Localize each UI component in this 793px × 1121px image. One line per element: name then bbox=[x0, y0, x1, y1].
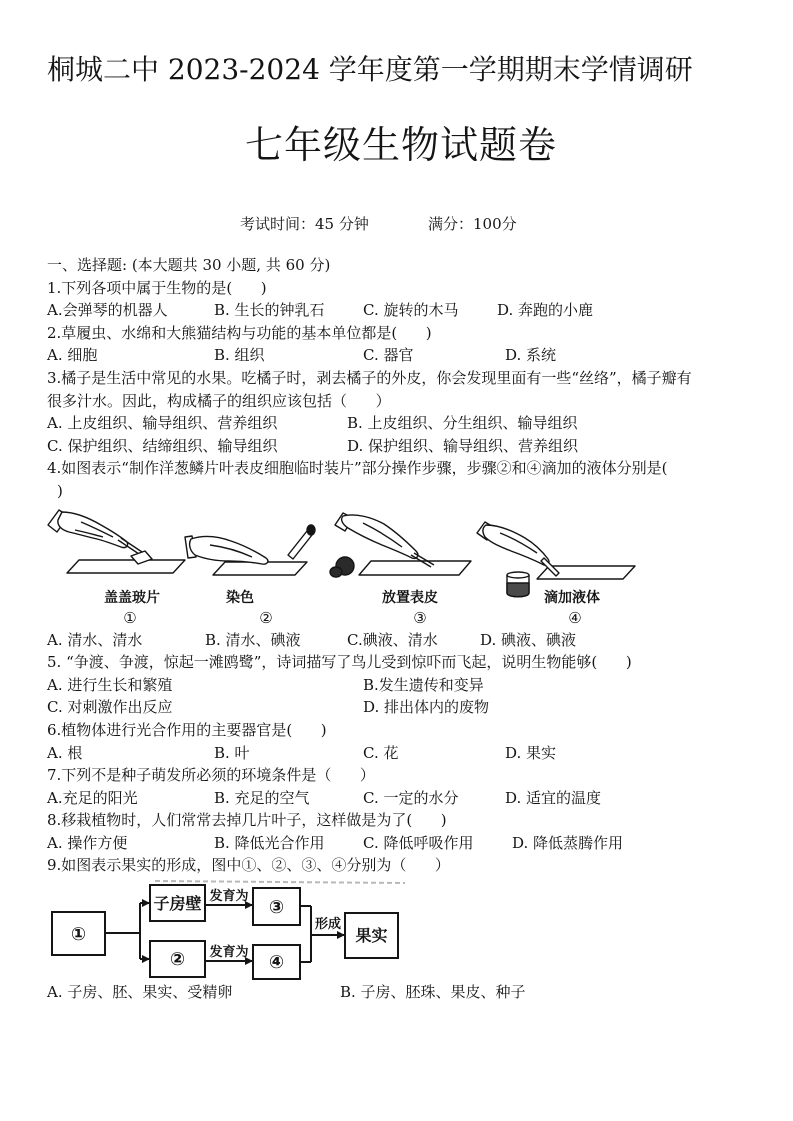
option-b: B. 清水、碘液 bbox=[205, 630, 301, 649]
options-row bbox=[47, 787, 767, 810]
option-a: A. 上皮组织、输导组织、营养组织 bbox=[47, 414, 278, 433]
question-4 bbox=[47, 457, 767, 651]
option-c: C. 对刺激作出反应 bbox=[47, 698, 173, 717]
step-2-illustration bbox=[185, 525, 315, 575]
option-a: A. 清水、清水 bbox=[47, 630, 143, 649]
glass-slide bbox=[67, 560, 185, 573]
onion-piece bbox=[330, 567, 342, 577]
step-4-illustration bbox=[477, 522, 635, 597]
step-label: 盖盖玻片 bbox=[104, 589, 160, 606]
option-d: D. 保护组织、输导组织、营养组织 bbox=[347, 436, 579, 455]
options-row bbox=[47, 696, 767, 719]
scan-artifact-line bbox=[155, 881, 405, 883]
onion-slide-steps-figure bbox=[45, 503, 637, 629]
exam-time: 考试时间：45 分钟 bbox=[240, 215, 369, 233]
question-7 bbox=[47, 764, 767, 809]
option-c: C. 保护组织、结缔组织、输导组织 bbox=[47, 436, 278, 455]
options-row bbox=[47, 981, 767, 1004]
question-1 bbox=[47, 277, 767, 322]
options-row bbox=[47, 412, 767, 435]
option-c: C. 花 bbox=[363, 743, 399, 762]
question-stem: 很多汁水。因此，构成橘子的组织应该包括（ ） bbox=[47, 391, 391, 410]
option-a: A. 根 bbox=[47, 743, 83, 762]
question-5 bbox=[47, 651, 767, 719]
hand bbox=[342, 515, 418, 558]
option-a: A. 进行生长和繁殖 bbox=[47, 675, 173, 694]
step-label: 染色 bbox=[226, 589, 254, 606]
school-title: 桐城二中 2023-2024 学年度第一学期期末学情调研 bbox=[47, 53, 693, 86]
options-row bbox=[47, 344, 767, 367]
beaker-rim bbox=[507, 572, 529, 578]
step-number: ① bbox=[123, 608, 137, 627]
beaker-liquid bbox=[507, 583, 529, 597]
step-1-illustration bbox=[48, 510, 185, 573]
option-b: B. 组织 bbox=[214, 346, 265, 365]
question-list bbox=[47, 254, 767, 1004]
question-stem: 1.下列各项中属于生物的是( ) bbox=[47, 278, 267, 297]
option-a: A. 细胞 bbox=[47, 346, 98, 365]
option-c: C. 降低呼吸作用 bbox=[363, 833, 474, 852]
step-number: ② bbox=[259, 608, 273, 627]
hand bbox=[190, 536, 268, 564]
question-stem: 4.如图表示“制作洋葱鳞片叶表皮细胞临时装片”部分操作步骤，步骤②和④滴加的液体分别是( bbox=[47, 459, 668, 478]
step-3-illustration bbox=[330, 513, 471, 577]
option-b: B. 生长的钟乳石 bbox=[214, 301, 325, 320]
options-row bbox=[47, 674, 767, 697]
option-a: A.会弹琴的机器人 bbox=[47, 301, 168, 320]
glass-slide bbox=[359, 561, 471, 575]
option-a: A. 操作方便 bbox=[47, 833, 128, 852]
arrow-label: 发育为 bbox=[209, 945, 249, 961]
option-d: D. 适宜的温度 bbox=[505, 788, 602, 807]
option-d: D. 排出体内的废物 bbox=[363, 698, 490, 717]
dropper bbox=[288, 531, 312, 559]
step-number: ④ bbox=[568, 608, 582, 627]
option-c: C. 一定的水分 bbox=[363, 788, 459, 807]
question-8 bbox=[47, 809, 767, 854]
option-d: D. 奔跑的小鹿 bbox=[497, 301, 594, 320]
options-row bbox=[47, 742, 767, 765]
section-title: 一、选择题: (本大题共 30 小题, 共 60 分) bbox=[47, 256, 331, 274]
dropper-bulb bbox=[307, 525, 315, 535]
question-2 bbox=[47, 322, 767, 367]
question-3 bbox=[47, 367, 767, 457]
step-label: 滴加液体 bbox=[544, 589, 600, 606]
flow-box-2-label: ② bbox=[169, 949, 186, 971]
question-stem: 8.移栽植物时，人们常常去掉几片叶子，这样做是为了( ) bbox=[47, 811, 447, 830]
ovary-wall-label: 子房壁 bbox=[153, 894, 202, 914]
option-a: A.充足的阳光 bbox=[47, 788, 138, 807]
options-row bbox=[47, 435, 767, 458]
option-c: C. 旋转的木马 bbox=[363, 301, 459, 320]
option-c: C.碘液、清水 bbox=[347, 630, 438, 649]
options-row bbox=[47, 299, 767, 322]
fruit-formation-flowchart bbox=[45, 877, 415, 981]
paper-title: 七年级生物试题卷 bbox=[245, 123, 558, 167]
option-a: A. 子房、胚、果实、受精卵 bbox=[47, 983, 233, 1002]
question-6 bbox=[47, 719, 767, 764]
options-row bbox=[47, 629, 767, 652]
option-d: D. 碘液、碘液 bbox=[480, 630, 577, 649]
step-number: ③ bbox=[413, 608, 427, 627]
option-b: B. 上皮组织、分生组织、输导组织 bbox=[347, 414, 578, 433]
question-stem: 6.植物体进行光合作用的主要器官是( ) bbox=[47, 720, 327, 739]
options-row bbox=[47, 832, 767, 855]
option-d: D. 降低蒸腾作用 bbox=[512, 833, 624, 852]
question-stem: 9.如图表示果实的形成，图中①、②、③、④分别为（ ） bbox=[47, 856, 450, 875]
flow-connector bbox=[300, 906, 311, 962]
flow-connector bbox=[105, 903, 140, 959]
question-stem: 2.草履虫、水绵和大熊猫结构与功能的基本单位都是( ) bbox=[47, 323, 432, 342]
hand bbox=[483, 525, 549, 565]
question-stem: 3.橘子是生活中常见的水果。吃橘子时，剥去橘子的外皮，你会发现里面有一些“丝络”，橘子瓣有 bbox=[47, 368, 692, 387]
flow-box-3-label: ③ bbox=[268, 897, 285, 919]
hand bbox=[58, 512, 128, 548]
step-label: 放置表皮 bbox=[382, 589, 438, 606]
option-d: D. 系统 bbox=[505, 346, 557, 365]
question-9 bbox=[47, 854, 767, 1003]
question-stem: ) bbox=[57, 481, 63, 500]
option-b: B. 子房、胚珠、果皮、种子 bbox=[340, 983, 526, 1002]
option-c: C. 器官 bbox=[363, 346, 414, 365]
option-b: B. 降低光合作用 bbox=[214, 833, 325, 852]
arrow-label: 发育为 bbox=[209, 889, 249, 905]
question-stem: 5. “争渡、争渡，惊起一滩鸥鹭”，诗词描写了鸟儿受到惊吓而飞起，说明生物能够( ) bbox=[47, 653, 632, 672]
option-b: B.发生遗传和变异 bbox=[363, 675, 484, 694]
flow-box-4-label: ④ bbox=[268, 952, 285, 974]
option-d: D. 果实 bbox=[505, 743, 557, 762]
arrow-label: 形成 bbox=[314, 917, 342, 933]
option-b: B. 充足的空气 bbox=[214, 788, 310, 807]
option-b: B. 叶 bbox=[214, 743, 250, 762]
question-stem: 7.下列不是种子萌发所必须的环境条件是（ ） bbox=[47, 766, 375, 785]
full-score: 满分：100分 bbox=[428, 215, 517, 233]
flow-box-1-label: ① bbox=[70, 924, 87, 946]
fruit-label: 果实 bbox=[355, 926, 388, 946]
